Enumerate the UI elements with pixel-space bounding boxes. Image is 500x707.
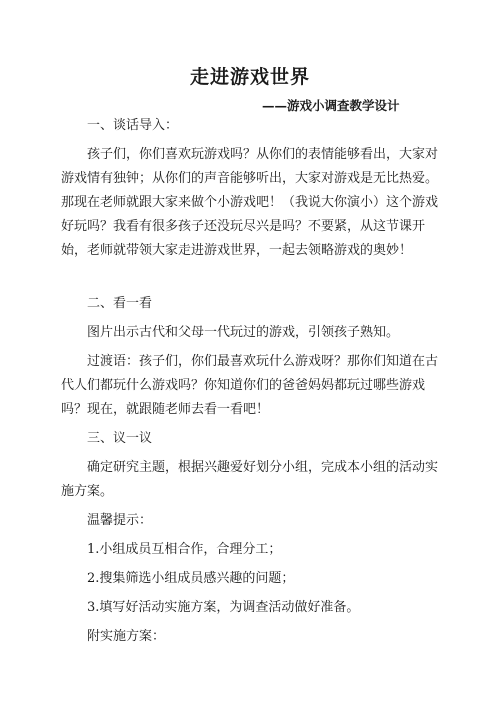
section-heading-discuss: 三、议一议	[87, 431, 153, 446]
section-heading-intro: 一、谈话导入：	[87, 118, 179, 133]
document-body	[61, 114, 441, 649]
paragraph-discuss: 确定研究主题，根据兴趣爱好划分小组，完成本小组的活动实施方案。	[61, 460, 439, 499]
paragraph-intro: 孩子们，你们喜欢玩游戏吗？从你们的表情能够看出，大家对游戏情有独钟；从你们的声音能够听出，大家对游戏是无比热爱。那现在老师就跟大家来做个小游戏吧！（我说大你演小）这个游戏好玩吗？我看有很多孩子还没玩尽兴是吗？不要紧，从这节课开始，老师就带领大家走进游戏世界，一起去领略游戏的奥妙！	[61, 147, 439, 258]
tip-item: 3.填写好活动实施方案，为调查活动做好准备。	[87, 600, 360, 615]
appendix-heading: 附实施方案：	[87, 629, 166, 644]
section-heading-look: 二、看一看	[87, 296, 153, 311]
paragraph-transition: 过渡语：孩子们，你们最喜欢玩什么游戏呀？那你们知道在古代人们都玩什么游戏吗？你知道你们的爸爸妈妈都玩过哪些游戏吗？现在，就跟随老师去看一看吧！	[61, 354, 439, 417]
tip-item: 2.搜集筛选小组成员感兴趣的问题；	[87, 571, 295, 586]
document-title: 走进游戏世界	[189, 66, 310, 88]
paragraph-look: 图片出示古代和父母一代玩过的游戏，引领孩子熟知。	[87, 325, 400, 340]
spacer	[61, 263, 441, 287]
document-subtitle: ——游戏小调查教学设计	[262, 98, 400, 113]
tips-heading: 温馨提示：	[87, 513, 153, 528]
tip-item: 1.小组成员互相合作，合理分工；	[87, 542, 282, 557]
